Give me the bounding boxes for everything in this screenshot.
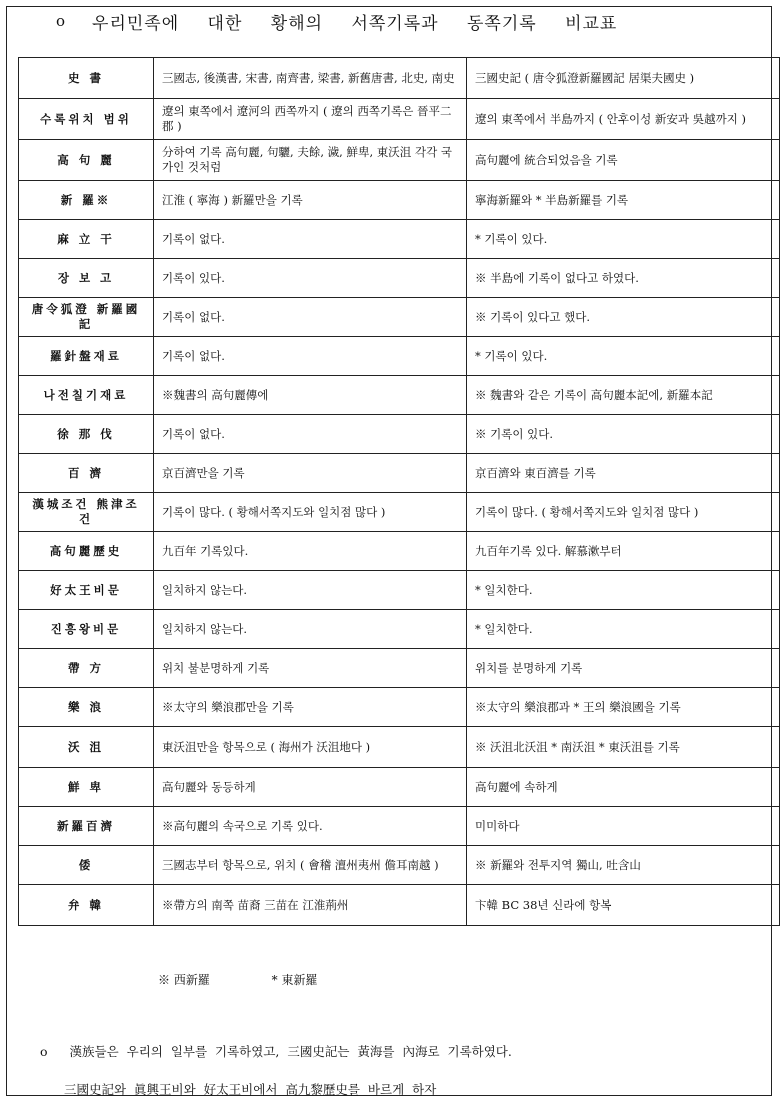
row-topic-cell: 진흥왕비문 (19, 610, 154, 649)
legend (158, 971, 375, 988)
east-record-cell: ※ 기록이 있다고 했다. (467, 298, 780, 337)
west-record-cell: ※魏書의 高句麗傳에 (154, 376, 467, 415)
east-record-cell: 高句麗에 속하게 (467, 768, 780, 807)
west-record-cell: 기록이 많다. ( 황해서쪽지도와 일치점 많다 ) (154, 493, 467, 532)
row-topic-cell: 新羅百濟 (19, 807, 154, 846)
east-record-cell: ※ 沃沮北沃沮 * 南沃沮 * 東沃沮를 기록 (467, 727, 780, 768)
row-topic-cell: 麻 立 干 (19, 220, 154, 259)
row-topic-cell: 帶 方 (19, 649, 154, 688)
row-topic-cell: 新 羅※ (19, 181, 154, 220)
west-record-cell: 위치 불분명하게 기록 (154, 649, 467, 688)
row-topic-cell: 徐 那 伐 (19, 415, 154, 454)
row-topic-cell: 羅針盤재료 (19, 337, 154, 376)
west-record-cell: ※帶方의 南쪽 苗裔 三苗在 江淮荊州 (154, 885, 467, 926)
table-row (19, 259, 780, 298)
table-row (19, 688, 780, 727)
row-topic-cell: 弁 韓 (19, 885, 154, 926)
conclusion-slogan: 三國史記와 眞興王비와 好太王비에서 高九黎歷史를 바르게 하자 (64, 1082, 437, 1097)
west-record-cell: 기록이 없다. (154, 298, 467, 337)
table-row (19, 493, 780, 532)
west-record-cell: 高句麗와 동등하게 (154, 768, 467, 807)
east-record-cell: 위치를 분명하게 기록 (467, 649, 780, 688)
row-topic-cell: 장 보 고 (19, 259, 154, 298)
row-topic-cell: 高句麗歷史 (19, 532, 154, 571)
legend-east-new-silla: * 東新羅 (271, 973, 318, 987)
table-row (19, 768, 780, 807)
west-record-cell: 三國志부터 항목으로, 위치 ( 會稽 澶州夷州 儋耳南越 ) (154, 846, 467, 885)
table-row (19, 99, 780, 140)
table-row (19, 140, 780, 181)
west-record-cell: 東沃沮만을 항목으로 ( 海州가 沃沮地다 ) (154, 727, 467, 768)
row-topic-cell: 史 書 (19, 58, 154, 99)
legend-west-new-silla: ※ 西新羅 (158, 973, 210, 987)
east-record-cell: 기록이 많다. ( 황해서쪽지도와 일치점 많다 ) (467, 493, 780, 532)
table-row (19, 571, 780, 610)
table-row (19, 376, 780, 415)
table-row (19, 846, 780, 885)
west-record-cell: 遼의 東쪽에서 遼河의 西쪽까지 ( 遼의 西쪽기록은 晉平二郡 ) (154, 99, 467, 140)
east-record-cell: 卞韓 BC 38년 신라에 항복 (467, 885, 780, 926)
row-topic-cell: 나전칠기재료 (19, 376, 154, 415)
table-row (19, 610, 780, 649)
table-row (19, 337, 780, 376)
east-record-cell: ※ 新羅와 전투지역 獨山, 吐含山 (467, 846, 780, 885)
table-row (19, 181, 780, 220)
west-record-cell: 九百年 기록있다. (154, 532, 467, 571)
conclusion-bullet: o (40, 1044, 48, 1059)
table-row (19, 649, 780, 688)
table-row (19, 298, 780, 337)
west-record-cell: 기록이 없다. (154, 337, 467, 376)
row-topic-cell: 高 句 麗 (19, 140, 154, 181)
comparison-table (18, 57, 780, 926)
east-record-cell: ※太守의 樂浪郡과 * 王의 樂浪國을 기록 (467, 688, 780, 727)
row-topic-cell: 수록위치 범위 (19, 99, 154, 140)
west-record-cell: 京百濟만을 기록 (154, 454, 467, 493)
east-record-cell: ※ 魏書와 같은 기록이 高句麗本記에, 新羅本記 (467, 376, 780, 415)
table-row (19, 885, 780, 926)
table-row (19, 220, 780, 259)
table-row (19, 807, 780, 846)
table-row (19, 454, 780, 493)
east-record-cell: ※ 기록이 있다. (467, 415, 780, 454)
table-row (19, 58, 780, 99)
table-row (19, 532, 780, 571)
row-topic-cell: 倭 (19, 846, 154, 885)
row-topic-cell: 百 濟 (19, 454, 154, 493)
west-record-cell: 江淮 ( 寧海 ) 新羅만을 기록 (154, 181, 467, 220)
west-record-cell: 기록이 없다. (154, 415, 467, 454)
east-record-cell: 미미하다 (467, 807, 780, 846)
east-record-cell: 高句麗에 統合되었음을 기록 (467, 140, 780, 181)
conclusion-line (40, 1042, 512, 1060)
row-topic-cell: 漢城조건 熊津조건 (19, 493, 154, 532)
conclusion-text: 漢族들은 우리의 일부를 기록하였고, 三國史記는 黃海를 內海로 기록하였다. (69, 1044, 512, 1059)
east-record-cell: * 기록이 있다. (467, 220, 780, 259)
west-record-cell: 기록이 있다. (154, 259, 467, 298)
east-record-cell: * 일치한다. (467, 571, 780, 610)
west-record-cell: 三國志, 後漢書, 宋書, 南齊書, 梁書, 新舊唐書, 北史, 南史 (154, 58, 467, 99)
east-record-cell: * 기록이 있다. (467, 337, 780, 376)
row-topic-cell: 好太王비문 (19, 571, 154, 610)
east-record-cell: 三國史記 ( 唐令狐澄新羅國記 居渠夫國史 ) (467, 58, 780, 99)
west-record-cell: ※太守의 樂浪郡만을 기록 (154, 688, 467, 727)
table-row (19, 727, 780, 768)
west-record-cell: 일치하지 않는다. (154, 571, 467, 610)
row-topic-cell: 沃 沮 (19, 727, 154, 768)
east-record-cell: ※ 半島에 기록이 없다고 하였다. (467, 259, 780, 298)
west-record-cell: 일치하지 않는다. (154, 610, 467, 649)
row-topic-cell: 唐令狐澄 新羅國記 (19, 298, 154, 337)
table-row (19, 415, 780, 454)
east-record-cell: 九百年기록 있다. 解慕漱부터 (467, 532, 780, 571)
row-topic-cell: 鮮 卑 (19, 768, 154, 807)
title-text: 우리민족에 대한 황해의 서쪽기록과 동쪽기록 비교표 (92, 13, 618, 34)
west-record-cell: ※高句麗의 속국으로 기록 있다. (154, 807, 467, 846)
comparison-table-body (19, 58, 780, 926)
page-title (56, 6, 736, 36)
west-record-cell: 기록이 없다. (154, 220, 467, 259)
row-topic-cell: 樂 浪 (19, 688, 154, 727)
east-record-cell: 寧海新羅와 * 半島新羅를 기록 (467, 181, 780, 220)
east-record-cell: * 일치한다. (467, 610, 780, 649)
east-record-cell: 京百濟와 東百濟를 기록 (467, 454, 780, 493)
west-record-cell: 分하여 기록 高句麗, 句驪, 夫餘, 濊, 鮮卑, 東沃沮 각각 국가인 것처럼 (154, 140, 467, 181)
east-record-cell: 遼의 東쪽에서 半島까지 ( 안후이성 新安과 吳越까지 ) (467, 99, 780, 140)
title-bullet: o (56, 12, 67, 30)
